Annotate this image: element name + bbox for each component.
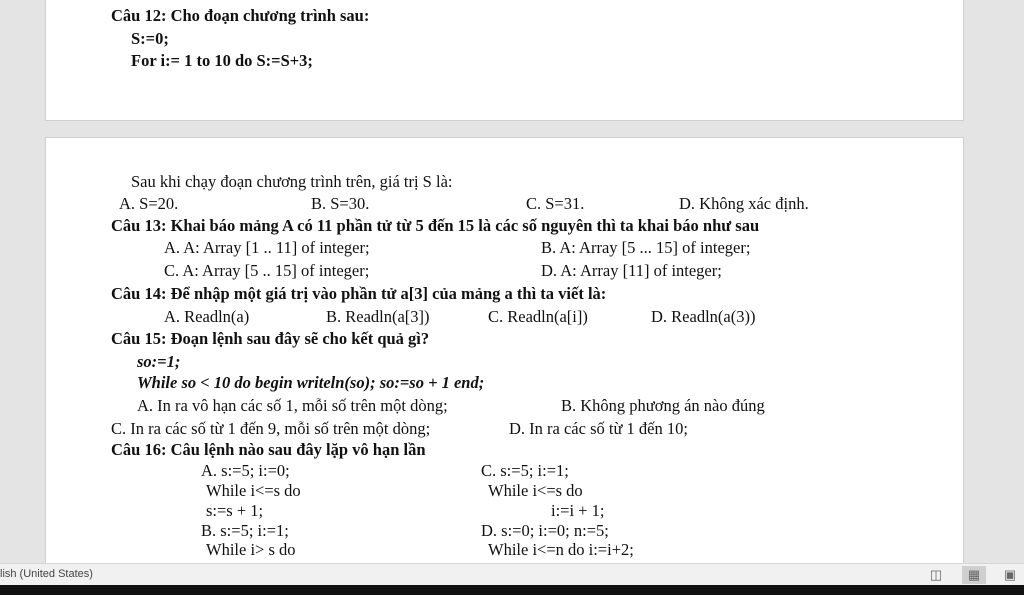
code-line: While i<=n do i:=i+2; <box>488 540 634 559</box>
document-page-2 <box>45 137 964 569</box>
question-16-title: Câu 16: Câu lệnh nào sau đây lặp vô hạn lần <box>111 440 426 459</box>
option: D. Readln(a(3)) <box>651 307 756 326</box>
question-12-prompt: Sau khi chạy đoạn chương trình trên, giá trị S là: <box>131 172 453 191</box>
question-13-title: Câu 13: Khai báo mảng A có 11 phần tử từ 5 đến 15 là các số nguyên thì ta khai báo như sau <box>111 216 760 235</box>
web-layout-icon[interactable]: ▣ <box>1003 567 1017 582</box>
option: A. A: Array [1 .. 11] of integer; <box>164 238 370 257</box>
option: D. Không xác định. <box>679 194 809 213</box>
code-line: i:=i + 1; <box>551 501 605 520</box>
option: A. Readln(a) <box>164 307 250 326</box>
question-14-title: Câu 14: Để nhập một giá trị vào phần tử a[3] của mảng a thì ta viết là: <box>111 284 607 303</box>
option: B. Readln(a[3]) <box>326 307 430 326</box>
code-line: While so < 10 do begin writeln(so); so:=so + 1 end; <box>137 373 485 392</box>
option: A. In ra vô hạn các số 1, mỗi số trên một dòng; <box>137 396 448 415</box>
language-indicator[interactable]: lish (United States) <box>0 568 93 580</box>
question-15-title: Câu 15: Đoạn lệnh sau đây sẽ cho kết quả gì? <box>111 329 430 348</box>
option: C. s:=5; i:=1; <box>481 461 569 480</box>
taskbar <box>0 585 1024 595</box>
code-line: S:=0; <box>131 29 169 48</box>
option: C. Readln(a[i]) <box>488 307 588 326</box>
option: A. s:=5; i:=0; <box>201 461 290 480</box>
option: B. s:=5; i:=1; <box>201 521 289 540</box>
option: C. In ra các số từ 1 đến 9, mỗi số trên một dòng; <box>111 419 431 438</box>
question-12-title: Câu 12: Cho đoạn chương trình sau: <box>111 6 370 25</box>
option: D. A: Array [11] of integer; <box>541 261 722 280</box>
status-bar <box>0 563 1024 586</box>
option: B. A: Array [5 ... 15] of integer; <box>541 238 751 257</box>
code-line: While i<=s do <box>206 481 301 500</box>
option: C. S=31. <box>526 194 585 213</box>
code-line: While i<=s do <box>488 481 583 500</box>
option: B. Không phương án nào đúng <box>561 396 765 415</box>
document-page-1 <box>45 0 964 121</box>
code-line: s:=s + 1; <box>206 501 264 520</box>
option: B. S=30. <box>311 194 370 213</box>
print-layout-icon[interactable]: ▦ <box>962 566 986 584</box>
option: A. S=20. <box>119 194 179 213</box>
code-line: While i> s do <box>206 540 296 559</box>
option: D. s:=0; i:=0; n:=5; <box>481 521 609 540</box>
code-line: For i:= 1 to 10 do S:=S+3; <box>131 51 313 70</box>
code-line: so:=1; <box>137 352 181 371</box>
read-mode-icon[interactable]: ◫ <box>929 567 943 582</box>
option: C. A: Array [5 .. 15] of integer; <box>164 261 370 280</box>
option: D. In ra các số từ 1 đến 10; <box>509 419 688 438</box>
